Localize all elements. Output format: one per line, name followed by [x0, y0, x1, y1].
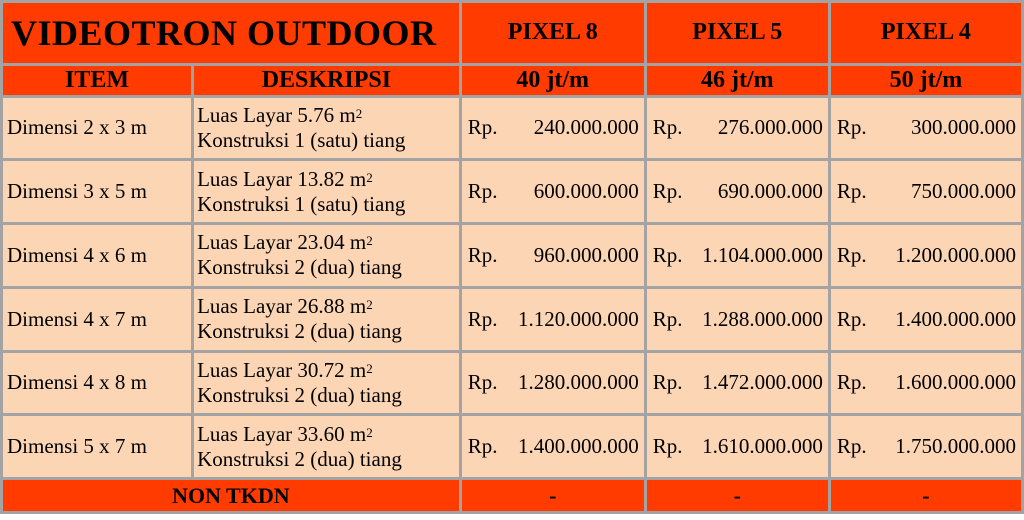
price-value: 1.400.000.000 [895, 306, 1016, 331]
price-value: 960.000.000 [533, 242, 639, 267]
table-row [3, 416, 1021, 477]
screen-area-line [197, 358, 459, 383]
price-cell [647, 225, 828, 286]
screen-area-text: Luas Layar 33.60 m [197, 421, 367, 446]
price-wrapper [647, 434, 828, 459]
price-value: 1.104.000.000 [702, 242, 823, 267]
column-header-pixel-5: PIXEL 5 [647, 3, 828, 63]
non-tkdn-label: NON TKDN [3, 480, 459, 511]
table-title: VIDEOTRON OUTDOOR [3, 3, 459, 63]
screen-area-text: Luas Layar 30.72 m [197, 357, 367, 382]
currency-label: Rp. [836, 115, 867, 140]
column-header-pixel-4: PIXEL 4 [831, 3, 1021, 63]
description-cell [194, 225, 459, 286]
price-value: 1.200.000.000 [895, 242, 1016, 267]
price-value: 1.288.000.000 [702, 306, 823, 331]
price-cell [647, 98, 828, 159]
table-row [3, 289, 1021, 350]
price-wrapper [462, 307, 644, 332]
price-cell [462, 161, 644, 222]
area-unit-superscript: 2 [366, 297, 373, 313]
price-value: 1.610.000.000 [702, 434, 823, 459]
construction-line: Konstruksi 1 (satu) tiang [197, 127, 406, 152]
price-wrapper [462, 115, 644, 140]
currency-label: Rp. [652, 179, 683, 204]
price-value: 1.750.000.000 [895, 434, 1016, 459]
currency-label: Rp. [836, 179, 867, 204]
description-cell [194, 289, 459, 350]
item-cell: Dimensi 2 x 3 m [3, 98, 191, 159]
currency-label: Rp. [652, 306, 683, 331]
price-cell [831, 98, 1021, 159]
description-cell [194, 98, 459, 159]
screen-area-line [197, 294, 459, 319]
item-cell: Dimensi 5 x 7 m [3, 416, 191, 477]
item-header: ITEM [3, 66, 191, 95]
price-wrapper [831, 434, 1021, 459]
currency-label: Rp. [652, 370, 683, 395]
area-unit-superscript: 2 [366, 424, 373, 440]
description-cell [194, 161, 459, 222]
price-wrapper [831, 370, 1021, 395]
construction-line: Konstruksi 2 (dua) tiang [197, 446, 402, 471]
construction-line: Konstruksi 2 (dua) tiang [197, 319, 402, 344]
price-cell [647, 289, 828, 350]
currency-label: Rp. [836, 306, 867, 331]
table-row [3, 225, 1021, 286]
currency-label: Rp. [467, 242, 498, 267]
screen-area-text: Luas Layar 23.04 m [197, 230, 367, 255]
price-value: 1.472.000.000 [702, 370, 823, 395]
price-wrapper [831, 179, 1021, 204]
price-wrapper [831, 243, 1021, 268]
price-wrapper [462, 243, 644, 268]
price-wrapper [647, 370, 828, 395]
screen-area-text: Luas Layar 13.82 m [197, 166, 367, 191]
item-cell: Dimensi 4 x 7 m [3, 289, 191, 350]
table-row [3, 353, 1021, 414]
price-cell [647, 416, 828, 477]
table-row [3, 161, 1021, 222]
price-cell [647, 161, 828, 222]
price-cell [831, 289, 1021, 350]
price-wrapper [462, 434, 644, 459]
header-row-top [3, 3, 1021, 63]
currency-label: Rp. [652, 115, 683, 140]
screen-area-text: Luas Layar 5.76 m [197, 102, 356, 127]
currency-label: Rp. [836, 242, 867, 267]
area-unit-superscript: 2 [366, 360, 373, 376]
screen-area-line [197, 103, 459, 128]
price-cell [831, 161, 1021, 222]
price-wrapper [831, 115, 1021, 140]
rate-pixel-8: 40 jt/m [462, 66, 644, 95]
description-cell [194, 353, 459, 414]
currency-label: Rp. [467, 370, 498, 395]
non-tkdn-value: - [462, 480, 644, 511]
price-cell [462, 353, 644, 414]
footer-row [3, 480, 1021, 511]
price-wrapper [647, 307, 828, 332]
price-value: 690.000.000 [717, 179, 823, 204]
price-cell [462, 289, 644, 350]
price-wrapper [647, 115, 828, 140]
currency-label: Rp. [652, 242, 683, 267]
area-unit-superscript: 2 [366, 169, 373, 185]
currency-label: Rp. [467, 179, 498, 204]
screen-area-line [197, 167, 459, 192]
price-wrapper [831, 307, 1021, 332]
price-value: 1.120.000.000 [518, 306, 639, 331]
non-tkdn-value: - [831, 480, 1021, 511]
price-wrapper [462, 370, 644, 395]
area-unit-superscript: 2 [355, 105, 363, 121]
currency-label: Rp. [467, 306, 498, 331]
header-row-sub [3, 66, 1021, 95]
currency-label: Rp. [836, 370, 867, 395]
currency-label: Rp. [467, 115, 498, 140]
construction-line: Konstruksi 1 (satu) tiang [197, 191, 406, 216]
price-cell [462, 98, 644, 159]
price-wrapper [647, 179, 828, 204]
price-cell [831, 353, 1021, 414]
price-wrapper [462, 179, 644, 204]
column-header-pixel-8: PIXEL 8 [462, 3, 644, 63]
price-value: 300.000.000 [911, 115, 1016, 140]
currency-label: Rp. [836, 434, 867, 459]
construction-line: Konstruksi 2 (dua) tiang [197, 255, 402, 280]
price-cell [462, 416, 644, 477]
price-cell [462, 225, 644, 286]
price-cell [647, 353, 828, 414]
description-cell [194, 416, 459, 477]
price-value: 240.000.000 [533, 115, 639, 140]
price-value: 750.000.000 [911, 179, 1016, 204]
rate-pixel-4: 50 jt/m [831, 66, 1021, 95]
description-header: DESKRIPSI [194, 66, 459, 95]
price-value: 1.600.000.000 [895, 370, 1016, 395]
non-tkdn-value: - [647, 480, 828, 511]
screen-area-text: Luas Layar 26.88 m [197, 294, 367, 319]
screen-area-line [197, 422, 459, 447]
construction-line: Konstruksi 2 (dua) tiang [197, 382, 402, 407]
table-row [3, 98, 1021, 159]
price-value: 1.280.000.000 [518, 370, 639, 395]
price-value: 1.400.000.000 [518, 434, 639, 459]
screen-area-line [197, 230, 459, 255]
price-cell [831, 225, 1021, 286]
item-cell: Dimensi 4 x 8 m [3, 353, 191, 414]
item-cell: Dimensi 4 x 6 m [3, 225, 191, 286]
currency-label: Rp. [467, 434, 498, 459]
area-unit-superscript: 2 [366, 233, 373, 249]
rate-pixel-5: 46 jt/m [647, 66, 828, 95]
price-wrapper [647, 243, 828, 268]
item-cell: Dimensi 3 x 5 m [3, 161, 191, 222]
currency-label: Rp. [652, 434, 683, 459]
price-cell [831, 416, 1021, 477]
price-value: 276.000.000 [717, 115, 823, 140]
price-value: 600.000.000 [533, 179, 639, 204]
